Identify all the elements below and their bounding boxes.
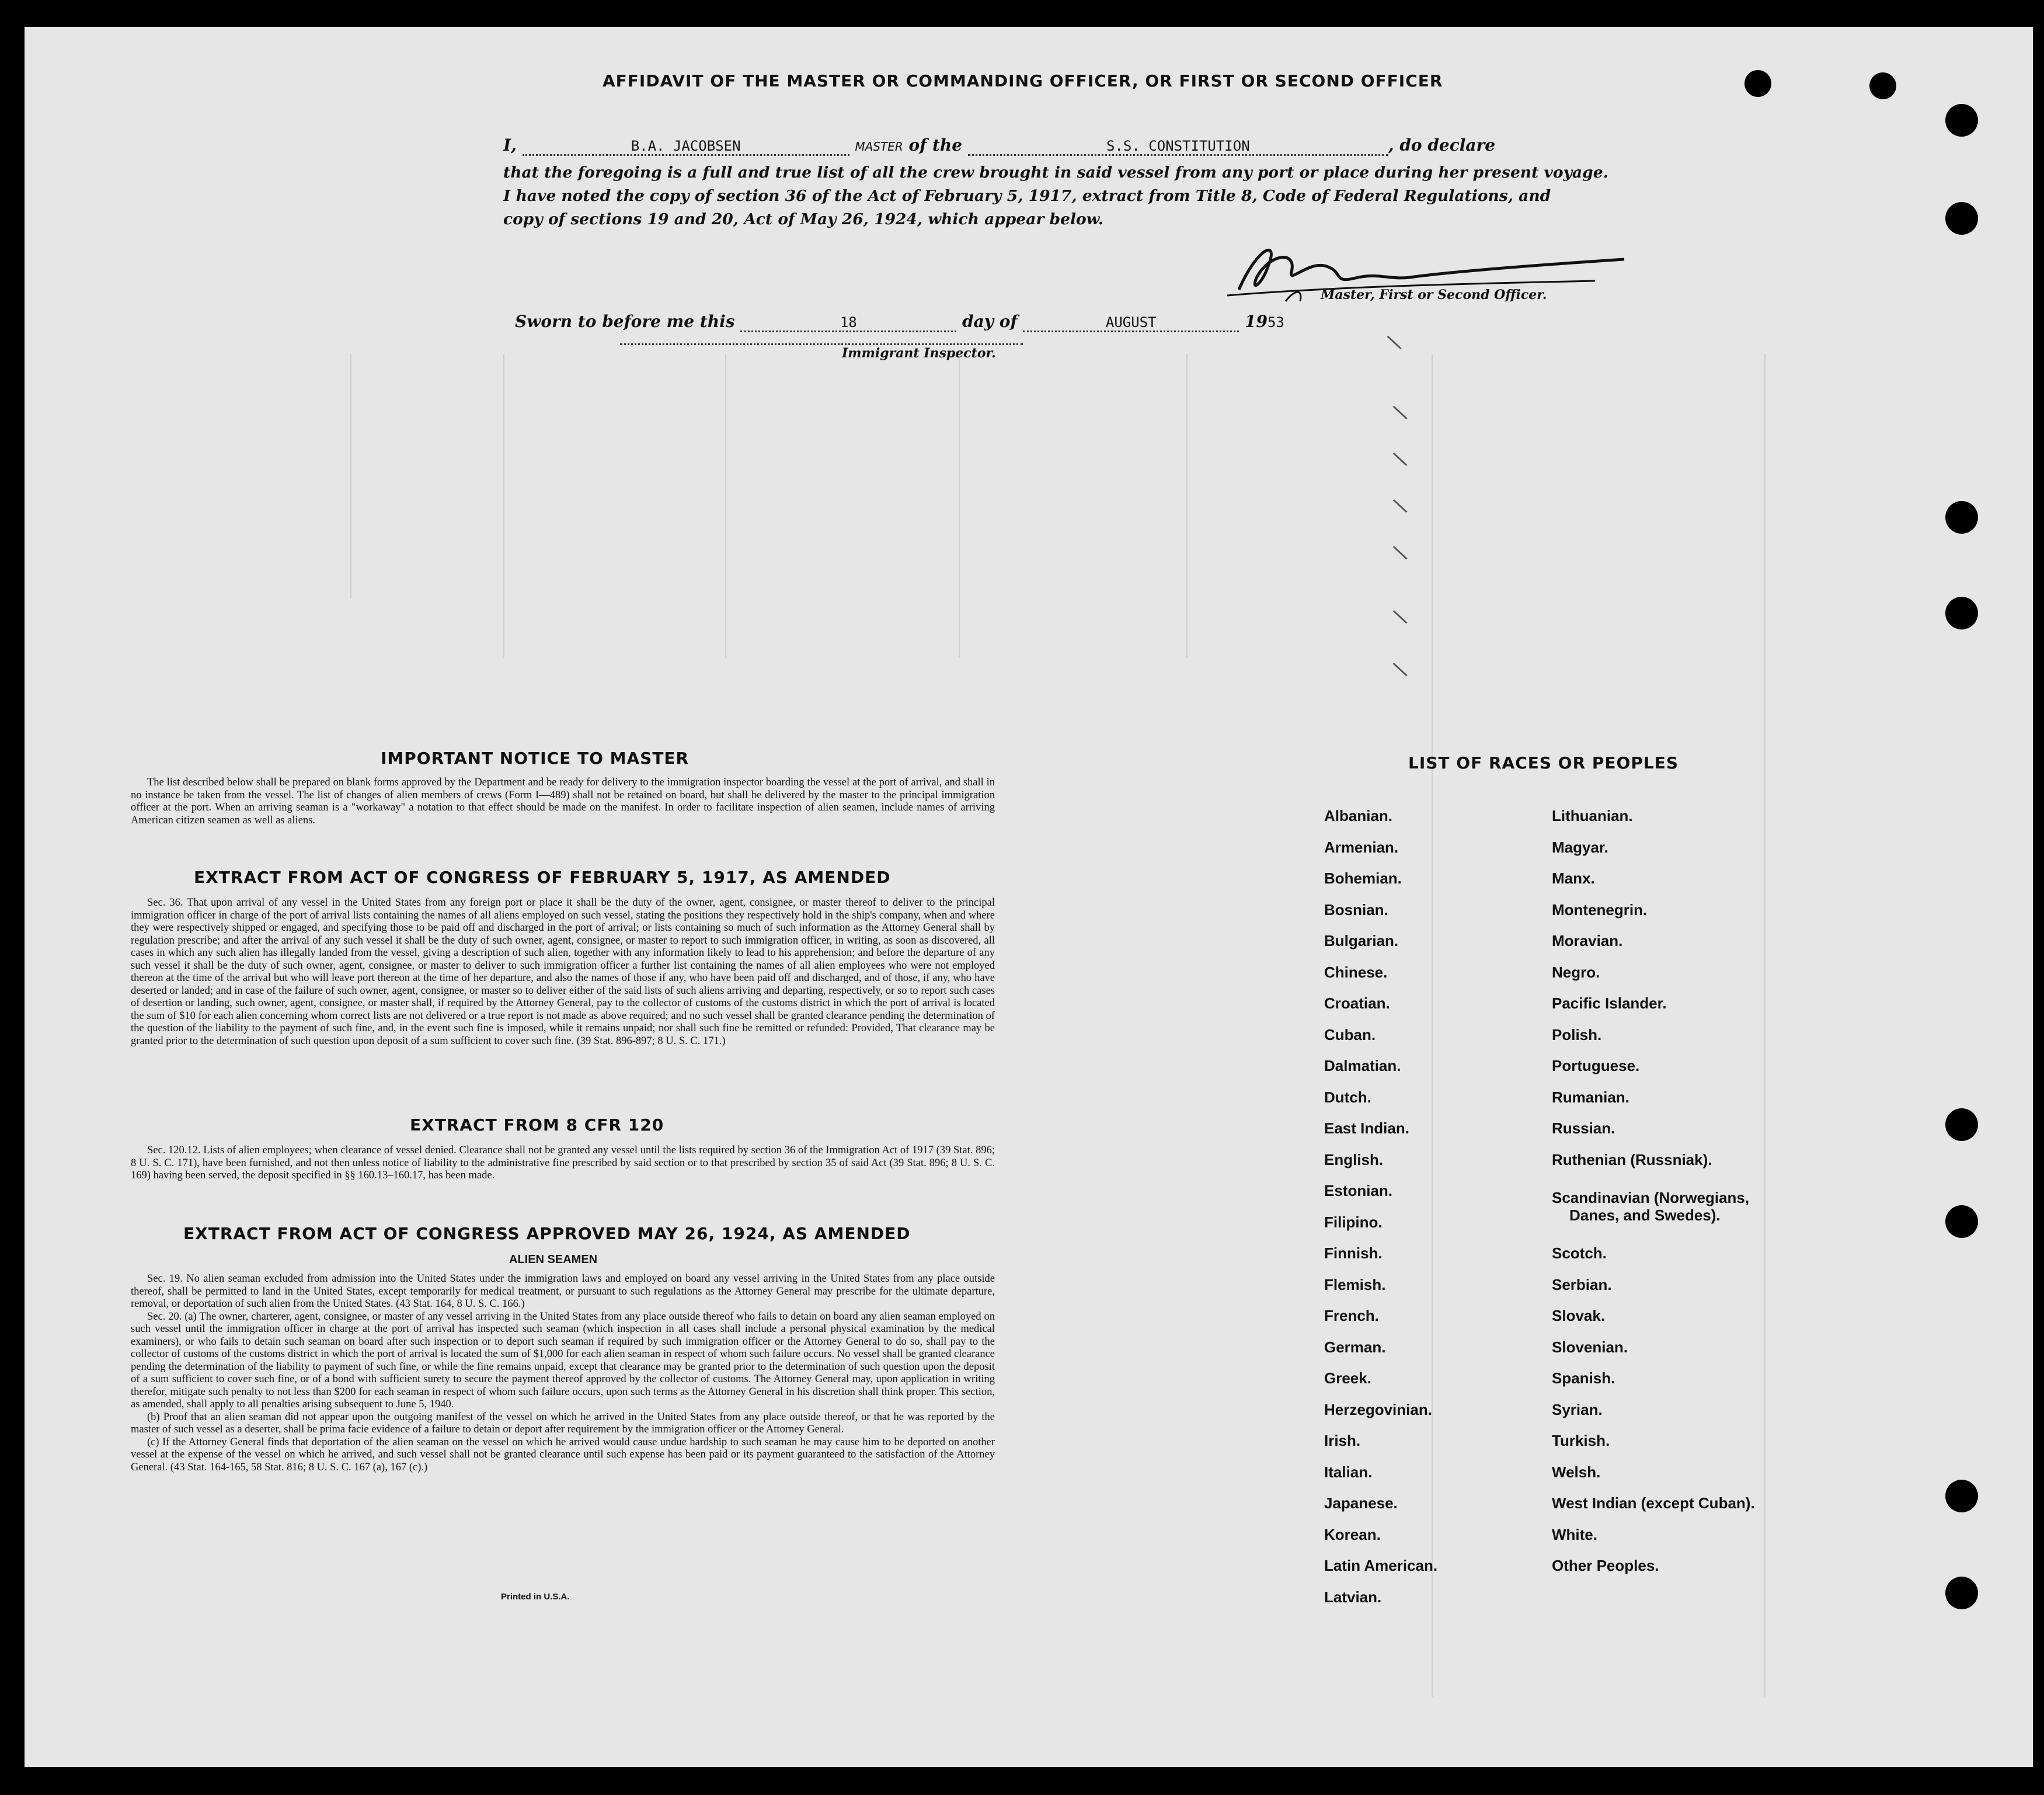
race-item: Bulgarian. (1324, 932, 1399, 949)
race-item: Ruthenian (Russniak). (1552, 1151, 1712, 1168)
check-mark: \ (1391, 540, 1409, 565)
race-item: Russian. (1552, 1119, 1615, 1137)
races-title: LIST OF RACES OR PEOPLES (1408, 753, 1679, 773)
race-item: Serbian. (1552, 1276, 1612, 1293)
sec-120-12-text: Sec. 120.12. Lists of alien employees; when clearance of vessel denied. Clearance shall not be granted any vessel until the lists required by section 36 of the Immigration Act of 1917 (39 Stat. 896; 8 U. S. C. 171), have been furnished, and not then unless notice of liability to the administrative fine prescribed by said section or to that prescribed by section 35 of said Act (39 Stat. 896; 8 U. S. C. 169) having been served, the deposit specified in §§ 160.13–160.17, has been made. (131, 1145, 995, 1181)
sec-20a-text: Sec. 20. (a) The owner, charterer, agent, consignee, or master of any vessel arriving in the United States from any place outside thereof who fails to detain on board any alien seaman employed on such vessel until the immigration officer in charge at the port of arrival has inspected such seaman (which inspection in all cases shall include a personal physical examination by the medical examiners), or who fails to detain such seaman on board after such inspection or to deport such seaman if required by such immigration officer or the Attorney General to do so, shall pay to the collector of customs of the customs district in which the port of arrival is located the sum of $1,000 for each alien seaman in respect of whom such failure occurs. No vessel shall be granted clearance pending the determination of the liability to payment of such fine, or while the fine remains unpaid, except that clearance may be granted prior to the determination of such question upon the deposit of a sum sufficient to cover such fine, or of a bond with sufficient surety to secure the payment thereof approved by the collector of customs. The Attorney General may, upon application in writing therefor, mitigate such penalty to not less than $200 for each seaman in respect of whom such failure occurs, upon such terms as the Attorney General in his discretion shall think proper. This section, as amended, shall apply to all penalties arising subsequent to June 5, 1940. (131, 1310, 995, 1410)
vessel-field: S.S. CONSTITUTION (968, 138, 1388, 156)
race-item: Latvian. (1324, 1588, 1382, 1606)
bleed-line (503, 354, 504, 658)
year-field: 53 (1267, 314, 1284, 331)
race-item: Scotch. (1552, 1244, 1607, 1262)
extract-1917-title: EXTRACT FROM ACT OF CONGRESS OF FEBRUARY 5, 1917, AS AMENDED (194, 868, 891, 887)
race-item: West Indian (except Cuban). (1552, 1494, 1755, 1512)
sec-19-text: Sec. 19. No alien seaman excluded from admission into the United States under the immigration laws and employed on board any vessel arriving in the United States from any place outside thereof, shall be permitted to land in the United States, except temporarily for medical treatment, or pursuant to such regulations as the Attorney General may prescribe for the ultimate departure, removal, or deportation of such alien from the United States. (43 Stat. 164, 8 U. S. C. 166.) (131, 1273, 995, 1310)
year-prefix: 19 (1245, 312, 1268, 331)
race-item: German. (1324, 1338, 1386, 1356)
bleed-line (350, 354, 351, 599)
sec-20c-text: (c) If the Attorney General finds that deportation of the alien seaman on the vessel on which he arrived would cause undue hardship to such seaman he may cause him to be deported on another vessel at the expense of the vessel on which he arrived, and such vessel shall not be granted clearance until such expense has been paid or its payment guaranteed to the satisfaction of the Attorney General. (43 Stat. 164-165, 58 Stat. 816; 8 U. S. C. 167 (a), 167 (c).) (131, 1436, 995, 1473)
sec-20b-text: (b) Proof that an alien seaman did not appear upon the outgoing manifest of the vessel on which he arrived in the United States from any place outside thereof, or that he was reported by the master of such vessel as a deserter, shall be prima facie evidence of a failure to detain or deport after requirement by the immigration officer or the Attorney General. (131, 1411, 995, 1435)
race-item: Dutch. (1324, 1088, 1371, 1106)
race-item: Herzegovinian. (1324, 1401, 1432, 1418)
punch-hole (1945, 501, 1978, 534)
race-item: Portuguese. (1552, 1057, 1640, 1074)
check-mark: \ (1391, 447, 1409, 472)
affidavit-line-1 (503, 135, 1495, 156)
punch-hole (1945, 1480, 1978, 1512)
race-item: Negro. (1552, 963, 1600, 981)
race-item: Italian. (1324, 1463, 1373, 1481)
race-item: Cuban. (1324, 1026, 1376, 1043)
punch-hole (1869, 72, 1896, 99)
punch-hole (1945, 202, 1978, 235)
declare-label: , do declare (1388, 135, 1496, 155)
affidavit-title: AFFIDAVIT OF THE MASTER OR COMMANDING OFFICER, OR FIRST OR SECOND OFFICER (603, 71, 1443, 91)
race-item: Montenegrin. (1552, 901, 1648, 919)
race-item: Polish. (1552, 1026, 1602, 1043)
race-item: Korean. (1324, 1526, 1381, 1543)
race-item: Albanian. (1324, 807, 1393, 825)
i-label: I, (503, 135, 517, 155)
check-mark: \ (1391, 657, 1409, 682)
affidavit-line-2: that the foregoing is a full and true list of all the crew brought in said vessel from any port or place during her present voyage. (503, 164, 1608, 182)
race-item: Lithuanian. (1552, 807, 1633, 825)
race-item: Rumanian. (1552, 1088, 1629, 1106)
race-item: Flemish. (1324, 1276, 1386, 1293)
race-item: Slovak. (1552, 1307, 1606, 1324)
master-name-field: B.A. JACOBSEN (523, 138, 849, 156)
check-mark: \ (1391, 400, 1409, 425)
race-item: Magyar. (1552, 839, 1608, 856)
race-item: Turkish. (1552, 1432, 1610, 1449)
race-item: Filipino. (1324, 1213, 1383, 1231)
race-item: Chinese. (1324, 963, 1388, 981)
race-item: Dalmatian. (1324, 1057, 1401, 1074)
punch-hole (1945, 1577, 1978, 1609)
affidavit-line-3: I have noted the copy of section 36 of the Act of February 5, 1917, extract from Title 8, Code of Federal Regulations, and (503, 187, 1551, 205)
race-item: Bohemian. (1324, 869, 1402, 887)
race-item: Welsh. (1552, 1463, 1601, 1481)
punch-hole (1945, 1108, 1978, 1141)
race-item: Latin American. (1324, 1557, 1438, 1574)
punch-hole (1945, 104, 1978, 137)
sworn-month-field: AUGUST (1023, 314, 1239, 332)
race-item: Manx. (1552, 869, 1595, 887)
sworn-day-field: 18 (740, 314, 956, 332)
check-mark: \ (1391, 604, 1409, 629)
bleed-line (1432, 354, 1433, 1697)
extract-1924-body (131, 1273, 995, 1474)
race-item: English. (1324, 1151, 1384, 1168)
check-mark: \ (1385, 330, 1404, 355)
extract-cfr-title: EXTRACT FROM 8 CFR 120 (410, 1115, 664, 1135)
race-item: Danes, and Swedes). (1569, 1206, 1721, 1224)
race-item: Spanish. (1552, 1369, 1615, 1387)
bleed-line (1186, 354, 1188, 658)
race-item: Japanese. (1324, 1494, 1398, 1512)
inspector-signature-line (620, 343, 1023, 345)
inspector-caption: Immigrant Inspector. (842, 346, 996, 361)
punch-hole (1945, 597, 1978, 629)
race-item: Croatian. (1324, 994, 1390, 1012)
extract-cfr-body (131, 1145, 995, 1182)
race-item: Moravian. (1552, 932, 1623, 949)
bleed-line (1764, 354, 1766, 1697)
race-item: Other Peoples. (1552, 1557, 1659, 1574)
race-item: Armenian. (1324, 839, 1399, 856)
race-item: French. (1324, 1307, 1379, 1324)
document-sheet (25, 27, 2033, 1767)
race-item: Estonian. (1324, 1182, 1393, 1199)
race-item: Finnish. (1324, 1244, 1383, 1262)
race-item: Scandinavian (Norwegians, (1552, 1189, 1750, 1206)
sworn-prefix: Sworn to before me this (515, 312, 735, 331)
race-item: Syrian. (1552, 1401, 1603, 1418)
sworn-line (515, 312, 1284, 332)
sec-36-text: Sec. 36. That upon arrival of any vessel in the United States from any foreign port or place it shall be the duty of the owner, agent, consignee, or master thereof to deliver to the principal immigration officer in charge of the port of arrival lists containing the names of all aliens employed on such vessel, stating the positions they respectively hold in the ship's company, when and where they were respectively shipped or engaged, and specifying those to be paid off and discharged in the port of arrival; or lists containing so much of such information as the Attorney General shall by regulation prescribe; and after the arrival of any such vessel it shall be the duty of such owner, agent, consignee, or master to report to such immigration officer, in writing, as soon as discovered, all cases in which any such alien has illegally landed from the vessel, giving a description of such alien, together with any information likely to lead to his apprehension; and before the departure of any such vessel it shall be the duty of such owner, agent, consignee, or master to deliver to such immigration officer a further list containing the names of all alien employees who were not employed thereon at the time of the arrival but who will leave port thereon at the time of her departure, and also the names of those if any, who have been paid off and discharged, and of those, if any, who have deserted or landed; and in case of the failure of such owner, agent, consignee, or master so to deliver either of the said lists of such aliens arriving and departing, respectively, or so to report such cases of desertion or landing, such owner, agent, consignee, or master shall, if required by the Attorney General, pay to the collector of customs of the customs district in which the port of arrival is located the sum of $10 for each alien concerning whom correct lists are not delivered or a true report is not made as above required; and no such vessel shall be granted clearance pending the determination of the question of the liability to the payment of such fine, and, in the event such fine is imposed, while it remains unpaid; nor shall such fine be remitted or refunded: Provided, That clearance may be granted prior to the determination of such question upon deposit of a sum sufficient to cover such fine. (39 Stat. 896-897; 8 U. S. C. 171.) (131, 897, 995, 1047)
race-item: Bosnian. (1324, 901, 1388, 919)
notice-text: The list described below shall be prepared on blank forms approved by the Department and be ready for delivery to the immigration inspector boarding the vessel at the port of arrival, and shall in no instance be taken from the vessel. The list of changes of alien members of crews (Form I—489) shall not be retained on board, but shall be delivered by the master to the principal immigration officer at the port. When an arriving seaman is a "workaway" a notation to that effect should be made on the manifest. In order to facilitate inspection of alien seamen, include names of arriving American citizen seamen as well as aliens. (131, 777, 995, 826)
extract-1917-body (131, 897, 995, 1048)
notice-title: IMPORTANT NOTICE TO MASTER (381, 749, 690, 768)
affidavit-line-4: copy of sections 19 and 20, Act of May 26, 1924, which appear below. (503, 210, 1104, 228)
race-item: Slovenian. (1552, 1338, 1628, 1356)
race-item: Irish. (1324, 1432, 1361, 1449)
race-item: Pacific Islander. (1552, 994, 1667, 1012)
bleed-line (725, 354, 726, 658)
punch-hole (1744, 70, 1771, 97)
day-of-label: day of (962, 312, 1018, 331)
signature-caption: Master, First or Second Officer. (1321, 287, 1547, 302)
bleed-line (959, 354, 960, 658)
race-item: Greek. (1324, 1369, 1371, 1387)
punch-hole (1945, 1205, 1978, 1238)
alien-seamen-subtitle: ALIEN SEAMEN (509, 1253, 598, 1266)
check-mark: \ (1391, 493, 1409, 519)
extract-1924-title: EXTRACT FROM ACT OF CONGRESS APPROVED MAY 26, 1924, AS AMENDED (183, 1224, 911, 1243)
notice-body (131, 777, 995, 827)
officer-title-handwritten: MASTER (855, 140, 903, 154)
printed-in-usa: Printed in U.S.A. (501, 1592, 570, 1602)
of-the-label: of the (908, 135, 963, 155)
race-item: East Indian. (1324, 1119, 1409, 1137)
race-item: White. (1552, 1526, 1597, 1543)
